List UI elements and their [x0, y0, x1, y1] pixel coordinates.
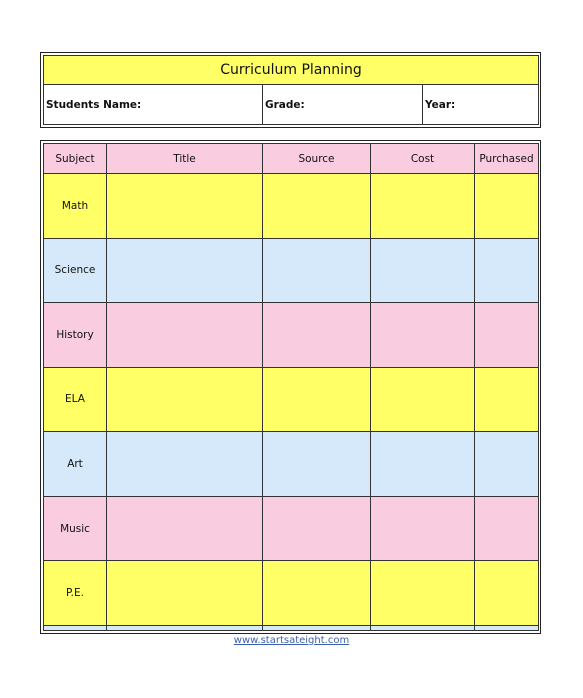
purchased-cell[interactable]: [475, 625, 539, 630]
footer-website-link[interactable]: www.startsateight.com: [233, 635, 350, 646]
title-cell[interactable]: [107, 561, 263, 626]
source-cell[interactable]: [263, 367, 371, 432]
cost-cell[interactable]: [371, 496, 475, 561]
year-label: Year:: [425, 98, 456, 111]
cost-cell[interactable]: [371, 367, 475, 432]
subject-cell: P.E.: [44, 561, 107, 626]
header-box: [40, 52, 541, 128]
cost-cell[interactable]: [371, 303, 475, 368]
column-header-purchased: Purchased: [475, 144, 539, 174]
column-header-cost: Cost: [371, 144, 475, 174]
subject-cell: ELA: [44, 367, 107, 432]
students-name-label: Students Name:: [46, 98, 142, 111]
source-cell[interactable]: [263, 561, 371, 626]
grade-field[interactable]: [263, 85, 423, 125]
cost-cell[interactable]: [371, 432, 475, 497]
table-row: [44, 174, 539, 239]
title-cell[interactable]: [107, 303, 263, 368]
subject-cell: Math: [44, 174, 107, 239]
table-row: [44, 496, 539, 561]
title-cell[interactable]: [107, 367, 263, 432]
subject-cell: Art: [44, 432, 107, 497]
source-cell[interactable]: [263, 625, 371, 630]
purchased-cell[interactable]: [475, 496, 539, 561]
column-header-title: Title: [107, 144, 263, 174]
cost-cell[interactable]: [371, 238, 475, 303]
table-row: [44, 303, 539, 368]
students-name-field[interactable]: [44, 85, 263, 125]
subject-cell: Music: [44, 496, 107, 561]
table-row: [44, 432, 539, 497]
cost-cell[interactable]: [371, 625, 475, 630]
table-row: [44, 625, 539, 630]
table-header-row: [44, 144, 539, 174]
source-cell[interactable]: [263, 432, 371, 497]
source-cell[interactable]: [263, 303, 371, 368]
purchased-cell[interactable]: [475, 367, 539, 432]
purchased-cell[interactable]: [475, 561, 539, 626]
title-cell[interactable]: [107, 432, 263, 497]
cost-cell[interactable]: [371, 561, 475, 626]
purchased-cell[interactable]: [475, 432, 539, 497]
source-cell[interactable]: [263, 238, 371, 303]
purchased-cell[interactable]: [475, 238, 539, 303]
purchased-cell[interactable]: [475, 303, 539, 368]
column-header-subject: Subject: [44, 144, 107, 174]
table-row: [44, 238, 539, 303]
subject-cell[interactable]: [44, 625, 107, 630]
title-cell[interactable]: [107, 174, 263, 239]
purchased-cell[interactable]: [475, 174, 539, 239]
curriculum-table: [43, 143, 539, 631]
table-row: [44, 561, 539, 626]
header-table: [43, 55, 539, 125]
curriculum-table-box: [40, 140, 541, 634]
title-cell[interactable]: [107, 496, 263, 561]
cost-cell[interactable]: [371, 174, 475, 239]
table-row: [44, 367, 539, 432]
source-cell[interactable]: [263, 496, 371, 561]
title-cell[interactable]: [107, 625, 263, 630]
subject-cell: Science: [44, 238, 107, 303]
subject-cell: History: [44, 303, 107, 368]
year-field[interactable]: [423, 85, 539, 125]
column-header-source: Source: [263, 144, 371, 174]
source-cell[interactable]: [263, 174, 371, 239]
title-cell[interactable]: [107, 238, 263, 303]
page-title: Curriculum Planning: [44, 56, 539, 85]
grade-label: Grade:: [265, 98, 305, 111]
